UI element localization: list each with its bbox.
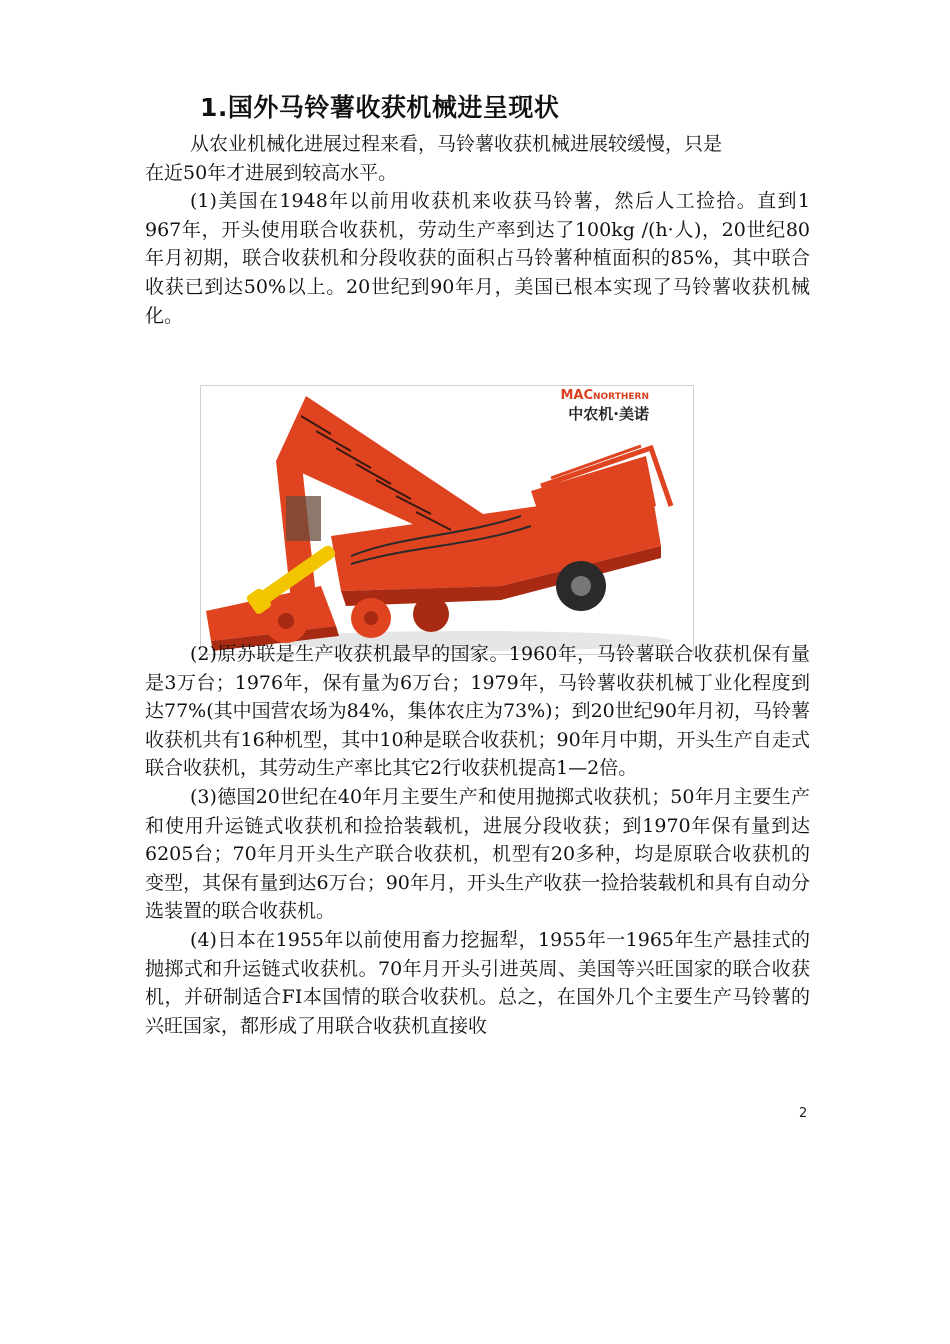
- intro-line-1: 从农业机械化进展过程来看，马铃薯收获机械进展较缓慢，只是: [190, 133, 723, 155]
- intro-line-2: 在近50年才进展到较高水平。: [145, 161, 398, 184]
- brand-cn: 中农机·美诺: [568, 405, 649, 423]
- brand-latin-2: NORTHERN: [593, 392, 649, 402]
- brand-logo: [560, 388, 649, 424]
- body-text-bottom: [145, 640, 810, 1040]
- paragraph-germany: (3)德国20世纪在40年月主要生产和使用抛掷式收获机；50年月主要生产和使用升运链式收获机和捡拾装载机，进展分段收获；到1970年保有量到达6205台；70年月开头生产联合收获机，机型有20多种，均是原联合收获机的变型，其保有量到达6万台；90年月，开头生产收获一捡拾装载机和具有自动分选装置的联合收获机。: [145, 785, 810, 923]
- harvester-photo: [200, 385, 694, 655]
- paragraph-ussr: (2)原苏联是生产收获机最早的国家。1960年，马铃薯联合收获机保有量是3万台；1976年，保有量为6万台；1979年，马铃薯收获机械丁业化程度到达77%(其中国营农场为84%，集体农庄为73%)；到20世纪90年月初，马铃薯收获机共有16种机型，其中10种是联合收获机；90年月中期，开头生产自走式联合收获机，其劳动生产率比其它2行收获机提高1—2倍。: [145, 643, 810, 780]
- body-text-top: [145, 130, 810, 330]
- paragraph-usa: (1)美国在1948年以前用收获机来收获马铃薯，然后人工捡拾。直到1 967年，开头使用联合收获机，劳动生产率到达了100kg /(h·人)，20世纪80年月初期，联合收获机和分段收获的面积占马铃薯种植面积的85%，其中联合收获已到达50%以上。20世纪到90年月，美国已根本实现了马铃薯收获机械化。: [145, 190, 810, 327]
- harvester-illustration: [201, 386, 693, 654]
- paragraph-japan: (4)日本在1955年以前使用畜力挖掘犁，1955年一1965年生产悬挂式的抛掷式和升运链式收获机。70年月开头引进英周、美国等兴旺国家的联合收获机，并研制适合FI本国情的联合收获机。总之，在国外几个主要生产马铃薯的兴旺国家，都形成了用联合收获机直接收: [145, 928, 810, 1037]
- brand-latin-1: MAC: [560, 388, 593, 403]
- section-heading: 1.国外马铃薯收获机械进呈现状: [200, 93, 560, 122]
- page-number: 2: [799, 1106, 808, 1121]
